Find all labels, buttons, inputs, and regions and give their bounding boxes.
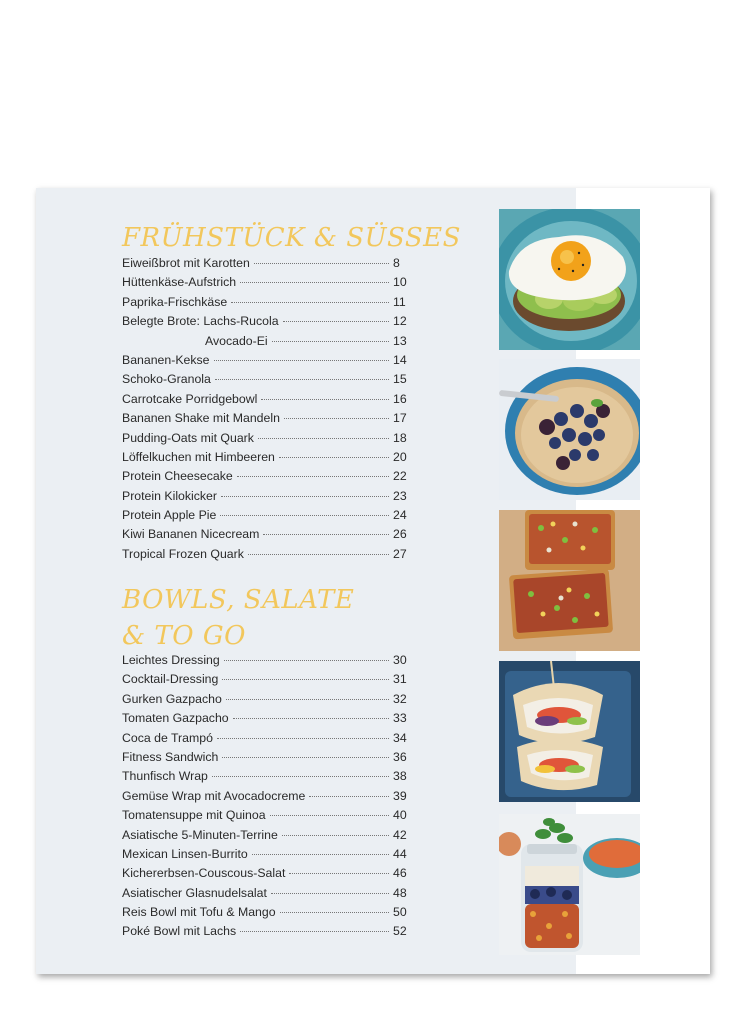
toc-entry-page: 17 <box>393 411 407 426</box>
toc-entry-label: Protein Cheesecake <box>122 469 233 484</box>
avocado-egg-toast-photo <box>499 209 640 350</box>
veggie-wrap-photo <box>499 661 640 802</box>
toc-entry-label: Protein Apple Pie <box>122 508 217 523</box>
toc-leader-dots <box>215 379 389 380</box>
toc-entry <box>122 295 407 314</box>
toc-entry <box>122 808 407 827</box>
toc-entry-page: 22 <box>393 469 407 484</box>
toc-panel <box>36 188 576 974</box>
toc-entry <box>122 711 407 730</box>
toc-entry-label: Coca de Trampó <box>122 730 213 745</box>
toc-entry-page: 16 <box>393 391 407 406</box>
toc-entry-label: Gurken Gazpacho <box>122 691 222 706</box>
toc-entry-page: 40 <box>393 808 407 823</box>
toc-entry-page: 44 <box>393 846 407 861</box>
toc-entry-label: Hüttenkäse-Aufstrich <box>122 275 237 290</box>
toc-entry <box>122 372 407 391</box>
berry-porridge-bowl-photo <box>499 359 640 500</box>
toc-leader-dots <box>224 660 389 661</box>
toc-entry-page: 18 <box>393 430 407 445</box>
toc-leader-dots <box>231 302 389 303</box>
toc-entry-label: Eiweißbrot mit Karotten <box>122 256 250 270</box>
toc-entry-label: Tomaten Gazpacho <box>122 711 229 726</box>
toc-entry-page: 46 <box>393 866 407 881</box>
salad-jar-photo <box>499 814 640 955</box>
toc-leader-dots <box>220 515 389 516</box>
toc-leader-dots <box>221 496 389 497</box>
toc-leader-dots <box>261 399 389 400</box>
toc-leader-dots <box>237 476 389 477</box>
toc-entry-label: Schoko-Granola <box>122 372 211 387</box>
toc-leader-dots <box>240 282 389 283</box>
toc-entry-label: Leichtes Dressing <box>122 653 220 667</box>
toc-entry <box>122 886 407 905</box>
toc-entry <box>122 431 407 450</box>
toc-leader-dots <box>233 718 389 719</box>
toc-entry-page: 52 <box>393 924 407 939</box>
toc-entry-page: 23 <box>393 488 407 503</box>
toc-entry <box>122 527 407 546</box>
toc-leader-dots <box>217 738 389 739</box>
toc-entry-page: 14 <box>393 352 407 367</box>
toc-entry-page: 10 <box>393 275 407 290</box>
toc-entry <box>122 411 407 430</box>
toc-entry <box>122 275 407 294</box>
toc-entry-label: Avocado-Ei <box>205 333 268 348</box>
toc-leader-dots <box>263 534 389 535</box>
toc-entry-page: 26 <box>393 527 407 542</box>
toc-leader-dots <box>240 931 389 932</box>
toc-entry-label: Poké Bowl mit Lachs <box>122 924 237 939</box>
toc-leader-dots <box>284 418 389 419</box>
toc-entry-page: 39 <box>393 788 407 803</box>
toc-entry <box>122 828 407 847</box>
toc-entry <box>122 353 407 372</box>
toc-entry-label: Tropical Frozen Quark <box>122 546 244 561</box>
toc-entry-page: 38 <box>393 769 407 784</box>
toc-entry <box>122 924 407 943</box>
toc-entry <box>122 256 407 275</box>
toc-entry <box>122 905 407 924</box>
toc-entry-label: Cocktail-Dressing <box>122 672 219 687</box>
toc-entry-page: 15 <box>393 372 407 387</box>
toc-entry <box>122 750 407 769</box>
book-page <box>36 188 710 974</box>
toc-leader-dots <box>254 263 389 264</box>
toc-entry <box>122 547 407 566</box>
toc-entry-label: Fitness Sandwich <box>122 749 219 764</box>
toc-leader-dots <box>280 912 389 913</box>
toc-leader-dots <box>283 321 389 322</box>
toc-entry-label: Belegte Brote: Lachs-Rucola <box>122 314 279 329</box>
toc-entry <box>122 489 407 508</box>
toc-entry <box>122 314 407 333</box>
toc-entry-page: 32 <box>393 691 407 706</box>
section-title-fruehstueck: FRÜHSTÜCK & SÜSSES <box>122 223 461 253</box>
toc-entry <box>122 692 407 711</box>
toc-entry-page: 34 <box>393 730 407 745</box>
toc-entry-label: Kiwi Bananen Nicecream <box>122 527 260 542</box>
section-title-line: & TO GO <box>122 621 246 651</box>
toc-entry-label: Reis Bowl mit Tofu & Mango <box>122 905 276 920</box>
toc-leader-dots <box>226 699 389 700</box>
toc-leader-dots <box>271 893 389 894</box>
toc-entry-label: Carrotcake Porridgebowl <box>122 391 258 406</box>
toc-leader-dots <box>282 835 389 836</box>
toc-leader-dots <box>212 776 389 777</box>
toc-leader-dots <box>279 457 389 458</box>
toc-entry <box>122 392 407 411</box>
toc-leader-dots <box>289 873 389 874</box>
toc-entry <box>122 866 407 885</box>
section-title-line: BOWLS, SALATE <box>122 585 355 615</box>
toc-list-bowls <box>122 653 407 944</box>
toc-entry <box>122 653 407 672</box>
section-title-bowls <box>122 582 354 654</box>
toc-leader-dots <box>258 438 389 439</box>
toc-leader-dots <box>222 679 389 680</box>
toc-leader-dots <box>214 360 389 361</box>
toc-entry-label: Bananen-Kekse <box>122 352 210 367</box>
toc-entry-page: 24 <box>393 508 407 523</box>
toc-leader-dots <box>252 854 389 855</box>
toc-entry <box>122 469 407 488</box>
toc-entry-page: 30 <box>393 653 407 667</box>
toc-entry-page: 48 <box>393 885 407 900</box>
toc-entry-label: Tomatensuppe mit Quinoa <box>122 808 266 823</box>
toc-entry <box>122 508 407 527</box>
toc-entry <box>122 847 407 866</box>
toc-entry <box>122 731 407 750</box>
toc-entry-page: 27 <box>393 546 407 561</box>
toc-entry-label: Asiatischer Glasnudelsalat <box>122 885 267 900</box>
toc-entry-label: Gemüse Wrap mit Avocadocreme <box>122 788 306 803</box>
toc-entry-page: 20 <box>393 449 407 464</box>
toc-entry-label: Protein Kilokicker <box>122 488 217 503</box>
toc-entry-label: Kichererbsen-Couscous-Salat <box>122 866 286 881</box>
toc-entry-page: 31 <box>393 672 407 687</box>
toc-entry-label: Mexican Linsen-Burrito <box>122 846 248 861</box>
toc-entry <box>122 672 407 691</box>
toc-entry-label: Paprika-Frischkäse <box>122 294 228 309</box>
toc-entry-label: Löffelkuchen mit Himbeeren <box>122 449 275 464</box>
toc-entry-page: 13 <box>393 333 407 348</box>
toc-list-fruehstueck <box>122 256 407 566</box>
toc-entry-page: 8 <box>393 256 400 270</box>
toc-entry-page: 33 <box>393 711 407 726</box>
toc-entry-page: 42 <box>393 827 407 842</box>
toc-entry <box>122 769 407 788</box>
toc-entry <box>122 334 407 353</box>
toc-leader-dots <box>272 341 389 342</box>
toc-leader-dots <box>222 757 389 758</box>
toc-entry-page: 12 <box>393 314 407 329</box>
toc-entry <box>122 789 407 808</box>
toc-entry-page: 11 <box>393 294 406 309</box>
vegetable-tart-photo <box>499 510 640 651</box>
toc-entry-label: Pudding-Oats mit Quark <box>122 430 254 445</box>
toc-entry-label: Thunfisch Wrap <box>122 769 208 784</box>
toc-entry <box>122 450 407 469</box>
toc-leader-dots <box>309 796 389 797</box>
toc-entry-label: Bananen Shake mit Mandeln <box>122 411 280 426</box>
toc-entry-page: 50 <box>393 905 407 920</box>
toc-leader-dots <box>270 815 389 816</box>
toc-entry-label: Asiatische 5-Minuten-Terrine <box>122 827 278 842</box>
toc-leader-dots <box>248 554 389 555</box>
toc-entry-page: 36 <box>393 749 407 764</box>
